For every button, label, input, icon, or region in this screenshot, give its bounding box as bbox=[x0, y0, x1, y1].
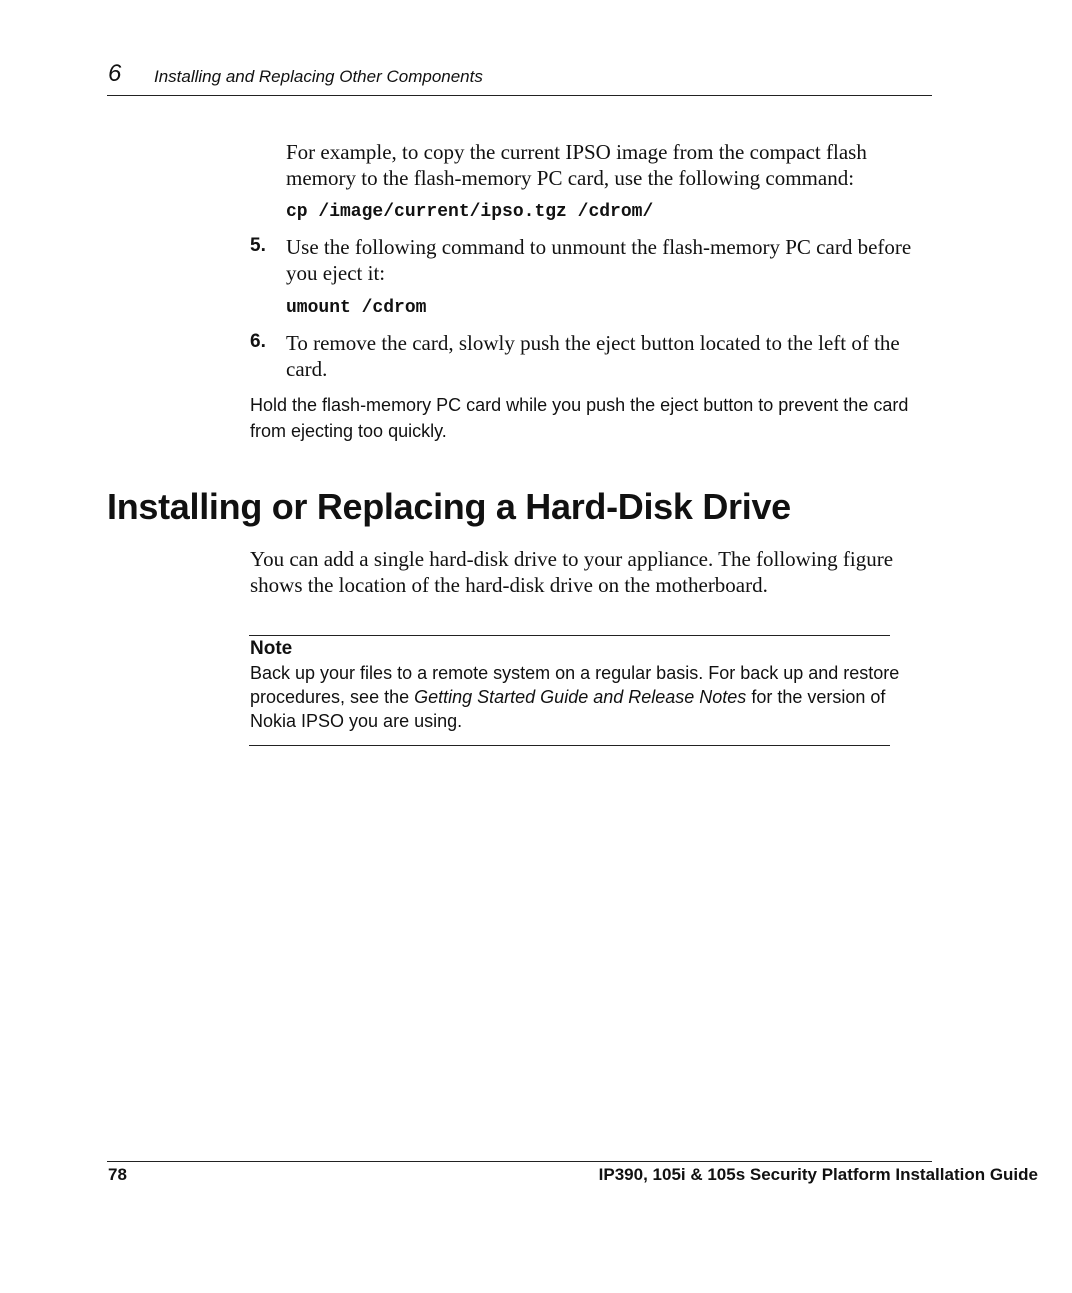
note-label: Note bbox=[250, 638, 293, 659]
note-text-after: for the version of Nokia IPSO you are using. bbox=[250, 687, 886, 731]
note-text-before: Back up your files to a remote system on a regular basis. For back up and restore procedures, see the bbox=[250, 663, 900, 707]
note-body bbox=[250, 661, 900, 733]
note-guide-title: Getting Started Guide and Release Notes bbox=[414, 687, 747, 707]
hold-card-instruction: Hold the flash-memory PC card while you push the eject button to prevent the card from ejecting too quickly. bbox=[250, 395, 909, 441]
step-5-number: 5. bbox=[250, 235, 266, 256]
step-6-number: 6. bbox=[250, 331, 266, 352]
footer-rule bbox=[107, 1161, 932, 1162]
note-bottom-rule bbox=[249, 745, 890, 746]
section-heading: Installing or Replacing a Hard-Disk Drive bbox=[107, 486, 791, 527]
step-5-text: Use the following command to unmount the flash-memory PC card before you eject it: bbox=[286, 235, 912, 285]
note-top-rule bbox=[249, 635, 890, 636]
document-title: IP390, 105i & 105s Security Platform Installation Guide bbox=[598, 1165, 1038, 1184]
header-rule bbox=[107, 95, 932, 96]
section-intro: You can add a single hard-disk drive to your appliance. The following figure shows the location of the hard-disk drive on the motherboard. bbox=[250, 547, 894, 597]
page-number: 78 bbox=[108, 1165, 127, 1184]
chapter-number: 6 bbox=[108, 60, 122, 87]
chapter-title: Installing and Replacing Other Components bbox=[154, 67, 483, 86]
step-6-text: To remove the card, slowly push the eject button located to the left of the card. bbox=[286, 331, 900, 381]
example-paragraph: For example, to copy the current IPSO image from the compact flash memory to the flash-memory PC card, use the following command: bbox=[286, 140, 867, 190]
umount-command: umount /cdrom bbox=[286, 298, 427, 318]
copy-command: cp /image/current/ipso.tgz /cdrom/ bbox=[286, 202, 654, 222]
